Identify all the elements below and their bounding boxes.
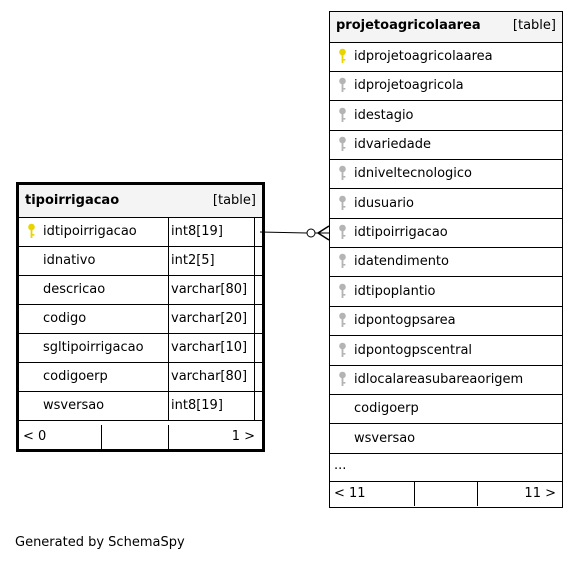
column-name: sgltipoirrigacao	[19, 333, 169, 362]
column-type: int2[5]	[169, 246, 255, 275]
column-name: idvariedade	[354, 137, 431, 153]
column-name: descricao	[19, 275, 169, 304]
generated-by-label: Generated by SchemaSpy	[15, 535, 185, 550]
column-name: idpontogpscentral	[354, 342, 473, 358]
column-name: idestagio	[354, 107, 414, 123]
column-name: codigoerp	[19, 362, 169, 391]
relationship-line	[260, 232, 307, 233]
table-name: projetoagricolaarea	[336, 18, 481, 33]
footer-children-count: 1 >	[231, 429, 255, 444]
column-type: varchar[80]	[169, 362, 255, 391]
column-type: int8[19]	[169, 391, 255, 420]
column-type: int8[19]	[169, 217, 255, 246]
column-name: codigo	[19, 304, 169, 333]
column-type: varchar[20]	[169, 304, 255, 333]
table-type-label: [table]	[212, 193, 256, 208]
table-type-label: [table]	[512, 18, 556, 33]
column-name: idprojetoagricola	[354, 78, 464, 94]
column-name: wsversao	[354, 430, 416, 446]
column-name: idatendimento	[354, 254, 449, 270]
footer-parents-count: < 11	[330, 482, 415, 506]
crowfoot-lower	[318, 233, 329, 240]
footer-children-count: 11 >	[524, 486, 556, 501]
ellipsis-text: ...	[334, 458, 347, 473]
footer-parents-count: < 0	[19, 425, 102, 449]
column-name: idusuario	[354, 195, 414, 211]
column-name: wsversao	[19, 391, 169, 420]
crowfoot-upper	[318, 226, 329, 233]
column-name: idpontogpsarea	[354, 313, 456, 329]
column-name: idtipoplantio	[354, 283, 436, 299]
table-name: tipoirrigacao	[25, 193, 120, 208]
column-name: idprojetoagricolaarea	[354, 49, 493, 64]
column-name: idnativo	[19, 246, 169, 275]
column-name: idniveltecnologico	[354, 166, 472, 182]
column-name: idtipoirrigacao	[354, 225, 448, 241]
column-name: idlocalareasubareaorigem	[354, 371, 524, 387]
column-type: varchar[10]	[169, 333, 255, 362]
optional-circle	[307, 229, 315, 237]
column-type: varchar[80]	[169, 275, 255, 304]
column-name: codigoerp	[354, 401, 419, 417]
column-name: idtipoirrigacao	[19, 217, 169, 246]
